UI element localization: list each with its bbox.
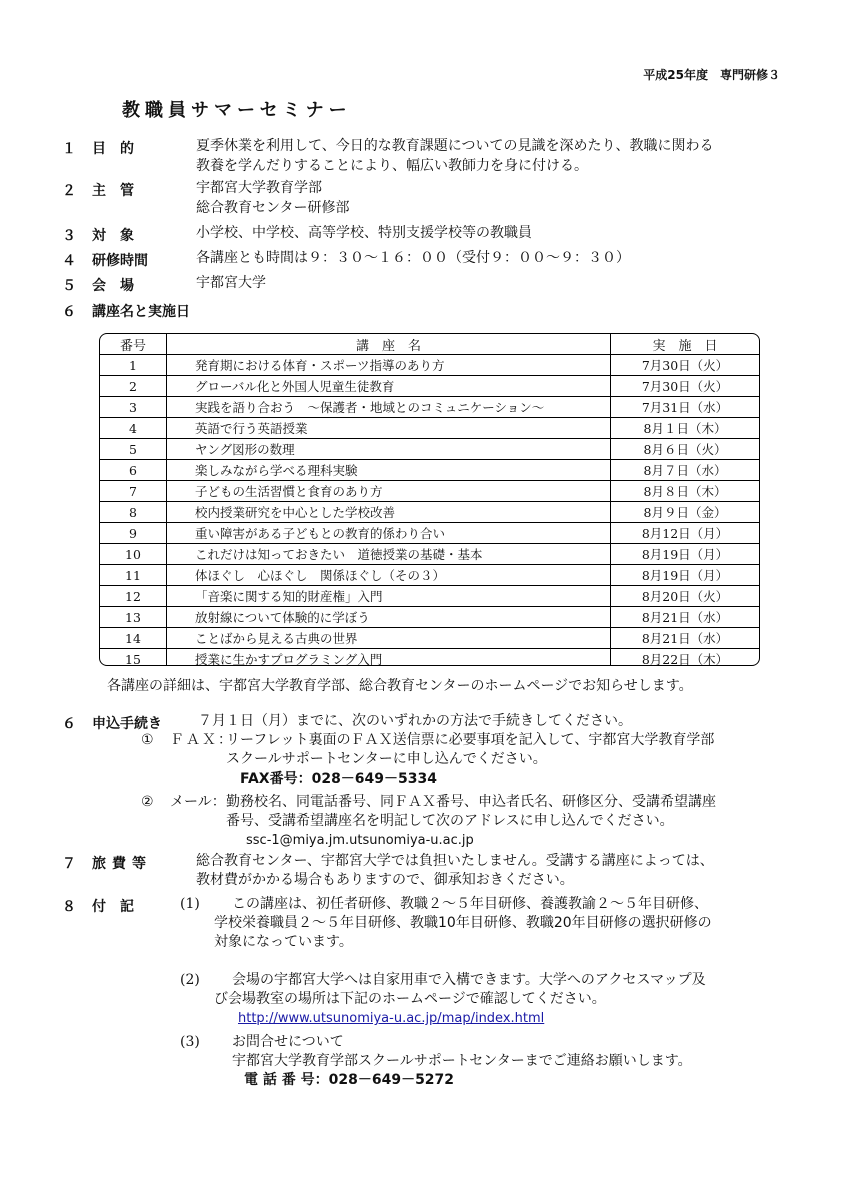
row-course-name: 英語で行う英語授業 — [167, 418, 611, 439]
mail-line-2: 番号、受講希望講座名を明記して次のアドレスに申し込んでください。 — [226, 813, 674, 829]
row-number: 13 — [100, 607, 167, 628]
row-number: 7 — [100, 481, 167, 502]
section-5-label: 会 場 — [92, 278, 134, 294]
table-row — [100, 439, 759, 460]
apply-number: ６ — [62, 716, 76, 732]
row-course-name: 「音楽に関する知的財産権」入門 — [167, 586, 611, 607]
row-course-name: 重い障害がある子どもとの教育的係わり合い — [167, 523, 611, 544]
row-number: 4 — [100, 418, 167, 439]
row-course-name: 授業に生かすプログラミング入門 — [167, 649, 611, 667]
row-date: 8月８日（木） — [611, 481, 760, 502]
table-row — [100, 397, 759, 418]
section-6-label: 講座名と実施日 — [92, 304, 190, 320]
row-date: 8月９日（金） — [611, 502, 760, 523]
row-course-name: 実践を語り合おう ～保護者・地域とのコミュニケーション～ — [167, 397, 611, 418]
note-3-line-2: 宇都宮大学教育学部スクールサポートセンターまでご連絡お願いします。 — [232, 1053, 692, 1069]
row-number: 6 — [100, 460, 167, 481]
table-row — [100, 502, 759, 523]
row-course-name: ことばから見える古典の世界 — [167, 628, 611, 649]
table-row — [100, 418, 759, 439]
row-date: 7月30日（火） — [611, 376, 760, 397]
row-course-name: これだけは知っておきたい 道徳授業の基礎・基本 — [167, 544, 611, 565]
row-course-name: 楽しみながら学べる理科実験 — [167, 460, 611, 481]
fax-marker: ① — [141, 732, 154, 748]
section-1-line-2: 教養を学んだりすることにより、幅広い教師力を身に付ける。 — [196, 158, 588, 174]
travel-number: ７ — [62, 856, 76, 872]
section-2-line-1: 宇都宮大学教育学部 — [196, 180, 322, 196]
section-1-number: １ — [62, 141, 76, 157]
table-row — [100, 586, 759, 607]
row-number: 8 — [100, 502, 167, 523]
section-2-label: 主 管 — [92, 183, 134, 199]
header-number: 番号 — [100, 334, 167, 355]
note-2-line-1: 会場の宇都宮大学へは自家用車で入構できます。大学へのアクセスマップ及 — [232, 972, 706, 988]
header-date: 実 施 日 — [611, 334, 760, 355]
section-6-number: ６ — [62, 304, 76, 320]
section-3-number: ３ — [62, 228, 76, 244]
table-row — [100, 565, 759, 586]
row-course-name: ヤング図形の数理 — [167, 439, 611, 460]
row-course-name: 体ほぐし 心ほぐし 関係ほぐし（その３） — [167, 565, 611, 586]
table-row — [100, 544, 759, 565]
row-date: 7月31日（水） — [611, 397, 760, 418]
travel-label: 旅費等 — [92, 856, 152, 872]
fax-number: FAX番号：028－649－5334 — [240, 771, 437, 787]
row-course-name: 放射線について体験的に学ぼう — [167, 607, 611, 628]
row-date: 8月22日（木） — [611, 649, 760, 667]
access-map-link[interactable]: http://www.utsunomiya-u.ac.jp/map/index.html — [238, 1011, 545, 1026]
document-series-label: 平成25年度 専門研修３ — [643, 68, 780, 82]
section-3-label: 対 象 — [92, 228, 134, 244]
table-row — [100, 355, 759, 376]
row-date: 8月19日（月） — [611, 565, 760, 586]
row-number: 10 — [100, 544, 167, 565]
fax-line-1: リーフレット裏面のＦＡＸ送信票に必要事項を記入して、宇都宮大学教育学部 — [226, 732, 715, 748]
table-row — [100, 649, 759, 667]
row-date: 7月30日（火） — [611, 355, 760, 376]
section-4-label: 研修時間 — [92, 253, 148, 269]
notes-label: 付 記 — [92, 899, 134, 915]
row-date: 8月６日（火） — [611, 439, 760, 460]
apply-label: 申込手続き — [92, 716, 162, 732]
section-2-line-2: 総合教育センター研修部 — [196, 200, 350, 216]
section-3-line-1: 小学校、中学校、高等学校、特別支援学校等の教職員 — [196, 225, 532, 241]
section-2-number: ２ — [62, 183, 76, 199]
row-date: 8月20日（火） — [611, 586, 760, 607]
mail-line-1: 勤務校名、同電話番号、同ＦＡＸ番号、申込者氏名、研修区分、受講希望講座 — [226, 794, 716, 810]
row-number: 5 — [100, 439, 167, 460]
table-row — [100, 376, 759, 397]
row-number: 1 — [100, 355, 167, 376]
table-row — [100, 628, 759, 649]
table-row — [100, 523, 759, 544]
section-1-line-1: 夏季休業を利用して、今日的な教育課題についての見識を深めたり、教職に関わる — [196, 138, 714, 154]
travel-line-2: 教材費がかかる場合もありますので、御承知おきください。 — [196, 872, 574, 888]
section-5-line-1: 宇都宮大学 — [196, 275, 266, 291]
note-1-line-3: 対象になっています。 — [214, 934, 353, 950]
note-1-marker: (1) — [180, 896, 200, 912]
table-row — [100, 607, 759, 628]
row-number: 15 — [100, 649, 167, 667]
contact-phone: 電 話 番 号：028－649－5272 — [244, 1072, 455, 1088]
row-date: 8月21日（水） — [611, 607, 760, 628]
course-table-header-row — [100, 334, 759, 355]
header-course-name: 講 座 名 — [167, 334, 611, 355]
note-2-marker: (2) — [180, 972, 200, 988]
table-row — [100, 460, 759, 481]
note-1-line-2: 学校栄養職員２～５年目研修、教職10年目研修、教職20年目研修の選択研修の — [214, 915, 712, 931]
mail-address[interactable]: ssc-1@miya.jm.utsunomiya-u.ac.jp — [246, 833, 474, 848]
row-course-name: 発育期における体育・スポーツ指導のあり方 — [167, 355, 611, 376]
row-date: 8月７日（水） — [611, 460, 760, 481]
row-course-name: 校内授業研究を中心とした学校改善 — [167, 502, 611, 523]
fax-line-2: スクールサポートセンターに申し込んでください。 — [226, 751, 547, 767]
notes-number: ８ — [62, 899, 76, 915]
row-course-name: グローバル化と外国人児童生徒教育 — [167, 376, 611, 397]
section-1-label: 目 的 — [92, 141, 134, 157]
mail-label: メール： — [170, 794, 226, 810]
row-number: 14 — [100, 628, 167, 649]
row-course-name: 子どもの生活習慣と食育のあり方 — [167, 481, 611, 502]
row-date: 8月12日（月） — [611, 523, 760, 544]
table-row — [100, 481, 759, 502]
table-note: 各講座の詳細は、宇都宮大学教育学部、総合教育センターのホームページでお知らせします。 — [107, 678, 693, 694]
section-4-number: ４ — [62, 253, 76, 269]
mail-marker: ② — [141, 794, 154, 810]
row-date: 8月21日（水） — [611, 628, 760, 649]
note-1-line-1: この講座は、初任者研修、教職２～５年目研修、養護教諭２～５年目研修、 — [232, 896, 708, 912]
note-3-line-1: お問合せについて — [232, 1034, 344, 1050]
course-table — [99, 333, 760, 666]
section-4-line-1: 各講座とも時間は９：３０～１６：００（受付９：００～９：３０） — [196, 250, 630, 266]
row-date: 8月１日（木） — [611, 418, 760, 439]
note-3-marker: (3) — [180, 1034, 200, 1050]
row-date: 8月19日（月） — [611, 544, 760, 565]
fax-label: ＦＡＸ： — [170, 732, 234, 748]
section-5-number: ５ — [62, 278, 76, 294]
row-number: 12 — [100, 586, 167, 607]
note-2-line-2: び会場教室の場所は下記のホームページで確認してください。 — [214, 991, 606, 1007]
row-number: 11 — [100, 565, 167, 586]
travel-line-1: 総合教育センター、宇都宮大学では負担いたしません。受講する講座によっては、 — [196, 853, 714, 869]
apply-intro: ７月１日（月）までに、次のいずれかの方法で手続きしてください。 — [198, 713, 632, 729]
row-number: 2 — [100, 376, 167, 397]
row-number: 9 — [100, 523, 167, 544]
row-number: 3 — [100, 397, 167, 418]
document-title: 教職員サマーセミナー — [122, 100, 352, 121]
